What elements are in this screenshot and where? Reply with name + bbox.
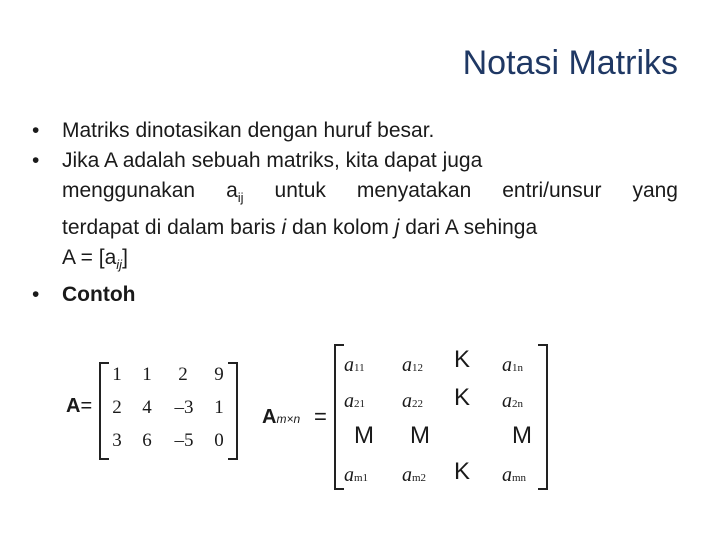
matrix-cell: 2 (178, 364, 188, 385)
bullet-item-2 (30, 146, 678, 280)
matrix-cell: –5 (174, 430, 194, 451)
matrix-entry: amn (502, 464, 527, 486)
matrix-entry: am1 (344, 464, 369, 486)
matrix-cell: 3 (112, 430, 122, 451)
matrix-entry: a21 (344, 390, 365, 412)
matrix-entry: a2n (502, 390, 523, 412)
matrix-cell: 2 (112, 397, 122, 418)
vertical-ellipsis-glyph: M (512, 422, 532, 449)
slide-title: Notasi Matriks (462, 44, 678, 82)
ellipsis-glyph: K (454, 458, 471, 485)
bullet-item-1 (30, 116, 678, 146)
matrix-entry: am2 (402, 464, 427, 486)
vertical-ellipsis-glyph: M (354, 422, 374, 449)
matrix-entry: a11 (344, 354, 365, 376)
bullet-text-2-line2: menggunakan $a_{ij}$ untuk menyatakan entri/unsur yang (62, 179, 678, 206)
bullet-text-2-line3: terdapat di dalam baris i dan kolom j dari A sehinga (62, 216, 538, 240)
bullet-dot-icon: • (32, 119, 40, 142)
equals-sign: = (314, 404, 327, 429)
matrix-cell: 6 (142, 430, 152, 451)
matrix-a-lhs: A= (66, 395, 93, 417)
matrix-cell: 0 (214, 430, 224, 451)
bullet-item-3 (30, 280, 678, 310)
bullet-dot-icon: • (32, 149, 40, 172)
ellipsis-glyph: K (454, 346, 471, 373)
bullet-list (30, 116, 678, 310)
matrix-entry: a12 (402, 354, 423, 376)
matrix-cell: 4 (142, 397, 152, 418)
matrix-cell: –3 (174, 397, 194, 418)
bullet-dot-icon: • (32, 283, 40, 307)
right-bracket (538, 344, 548, 490)
bullet-text-1: Matriks dinotasikan dengan huruf besar. (62, 119, 435, 142)
ellipsis-glyph: K (454, 384, 471, 411)
matrix-cell: 1 (112, 364, 122, 385)
bullet-text-2-line1: Jika A adalah sebuah matriks, kita dapat juga (62, 149, 483, 172)
matrix-general-lhs: Am×n (262, 406, 301, 428)
matrix-cell: 1 (214, 397, 224, 418)
vertical-ellipsis-glyph: M (410, 422, 430, 449)
matrix-entry: a22 (402, 390, 423, 412)
bullet-text-2-line4: $A = [a_{ij}]$ (62, 246, 128, 273)
matrix-cell: 9 (214, 364, 224, 385)
bullet-text-3: Contoh (62, 283, 136, 307)
matrix-entry: a1n (502, 354, 523, 376)
left-bracket (334, 344, 344, 490)
matrix-cell: 1 (142, 364, 152, 385)
